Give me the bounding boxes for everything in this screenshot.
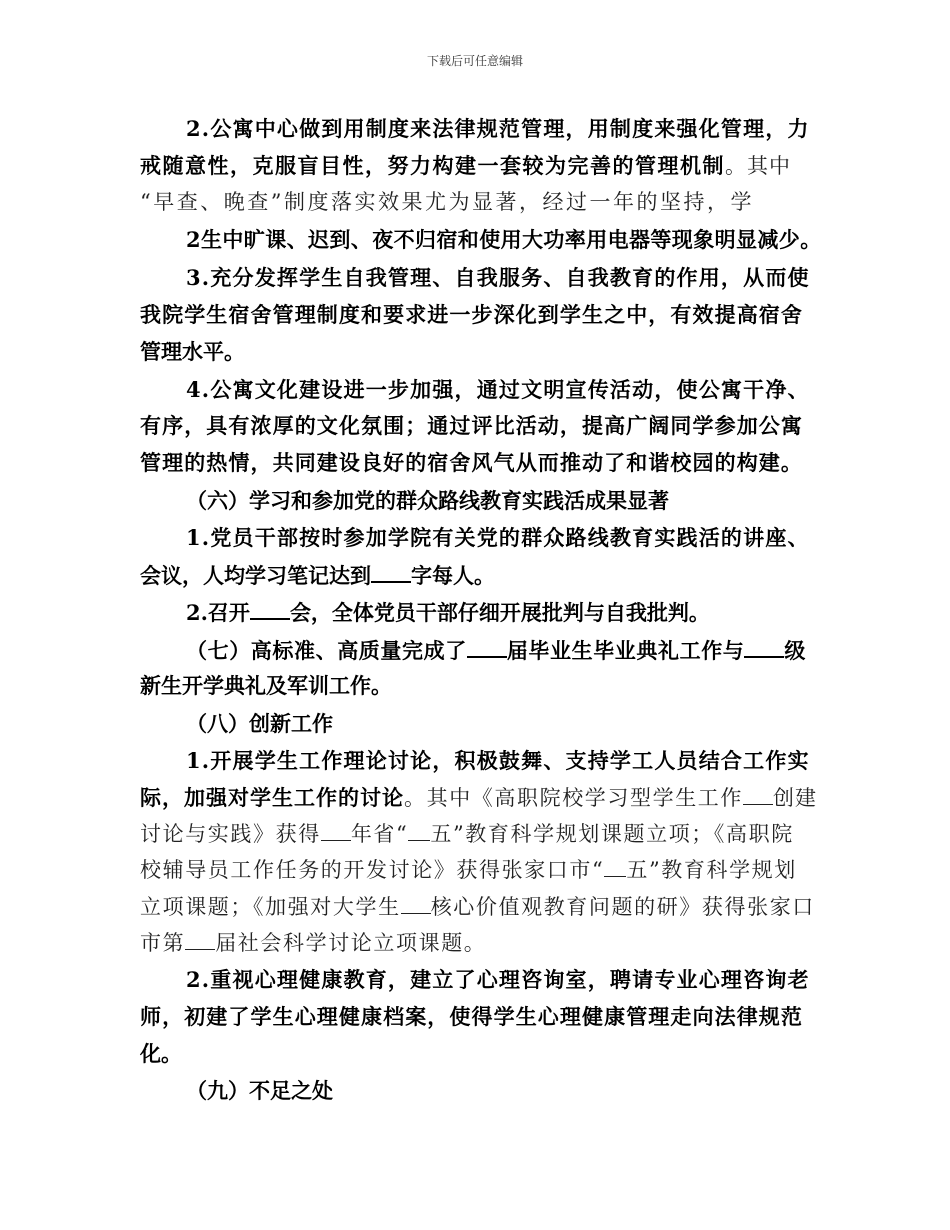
- text-normal: 五”教育科学规划课题立项；《高职院: [430, 822, 794, 846]
- section-heading: （九）不足之处: [186, 1078, 333, 1103]
- fill-blank: [604, 858, 626, 877]
- text-normal: 市第: [140, 931, 186, 955]
- paragraph-line: 管理的热情，共同建设良好的宿舍风气从而推动了和谐校园的构建。: [140, 450, 803, 475]
- text-bold: 际，加强对学生工作的讨论: [140, 785, 404, 810]
- section-heading: （八）创新工作: [186, 711, 333, 736]
- paragraph-line: 师，初建了学生心理健康档案，使得学生心理健康管理走向法律规范: [140, 1004, 803, 1029]
- fill-blank: [408, 822, 430, 841]
- fill-blank: [467, 636, 507, 658]
- text-normal: 。其中: [725, 154, 791, 178]
- fill-blank: [743, 786, 773, 805]
- paragraph-line: 化。: [140, 1041, 182, 1066]
- paragraph-line: [140, 784, 817, 812]
- paragraph-line: 有序，具有浓厚的文化氛围；通过评比活动，提高广阔同学参加公寓: [140, 413, 803, 438]
- fill-blank: [321, 822, 351, 841]
- paragraph-line: [140, 561, 495, 590]
- text-normal: 。其中《高职院校学习型学生工作: [404, 786, 743, 810]
- text-bold: 会，全体党员干部仔细开展批判与自我批判。: [289, 600, 710, 625]
- paragraph-line: [140, 152, 791, 180]
- text-normal: 讨论与实践》获得: [140, 822, 321, 846]
- text-bold: 字每人。: [411, 563, 495, 588]
- text-normal: 五”教育科学规划: [626, 858, 797, 882]
- text-normal: 核心价值观教育问题的研》获得张家口: [430, 895, 815, 919]
- fill-blank: [185, 931, 215, 950]
- paragraph-line: 1.开展学生工作理论讨论，积极鼓舞、支持学工人员结合工作实: [186, 748, 810, 773]
- fill-blank: [371, 561, 411, 583]
- paragraph-line: [186, 598, 710, 627]
- fill-blank: [401, 895, 431, 914]
- text-bold: （七）高标准、高质量完成了: [186, 638, 467, 663]
- text-bold: 2.召开: [186, 600, 250, 625]
- paragraph-line: 新生开学典礼及军训工作。: [140, 673, 392, 698]
- fill-blank: [250, 598, 290, 620]
- text-bold: 戒随意性，克服盲目性，努力构建一套较为完善的管理机制: [140, 153, 725, 178]
- section-heading: （六）学习和参加党的群众路线教育实践活成果显著: [186, 488, 669, 513]
- paragraph-line: “早查、晚查”制度落实效果尤为显著，经过一年的坚持，学: [140, 190, 754, 214]
- paragraph-line: 3.充分发挥学生自我管理、自我服务、自我教育的作用，从而使: [186, 265, 810, 290]
- paragraph-line: [140, 893, 815, 921]
- paragraph-line: 管理水平。: [140, 339, 245, 364]
- text-bold: 级: [784, 638, 807, 663]
- text-normal: 立项课题；《加强对大学生: [140, 895, 401, 919]
- paragraph-line: 2生中旷课、迟到、夜不归宿和使用大功率用电器等现象明显减少。: [186, 227, 822, 252]
- paragraph-line: 2.公寓中心做到用制度来法律规范管理，用制度来强化管理，力: [186, 116, 810, 141]
- paragraph-line: 4.公寓文化建设进一步加强，通过文明宣传活动，使公寓干净、: [186, 377, 810, 402]
- paragraph-line: 1.党员干部按时参加学院有关党的群众路线教育实践活的讲座、: [186, 525, 810, 550]
- paragraph-line: 我院学生宿舍管理制度和要求进一步深化到学生之中，有效提高宿舍: [140, 302, 803, 327]
- paragraph-line: [140, 856, 797, 884]
- paragraph-line: [140, 929, 486, 957]
- paragraph-line: [140, 820, 794, 848]
- paragraph-line: 2.重视心理健康教育，建立了心理咨询室，聘请专业心理咨询老: [186, 967, 810, 992]
- fill-blank: [744, 636, 784, 658]
- text-bold: 届毕业生毕业典礼工作与: [506, 638, 745, 663]
- text-normal: 年省“: [350, 822, 409, 846]
- section-heading: [186, 636, 806, 665]
- page-header: 下载后可任意编辑: [426, 54, 523, 68]
- text-normal: 校辅导员工作任务的开发讨论》获得张家口市“: [140, 858, 605, 882]
- text-normal: 届社会科学讨论立项课题。: [215, 931, 487, 955]
- text-normal: 创建: [773, 786, 817, 810]
- text-bold: 会议，人均学习笔记达到: [140, 563, 371, 588]
